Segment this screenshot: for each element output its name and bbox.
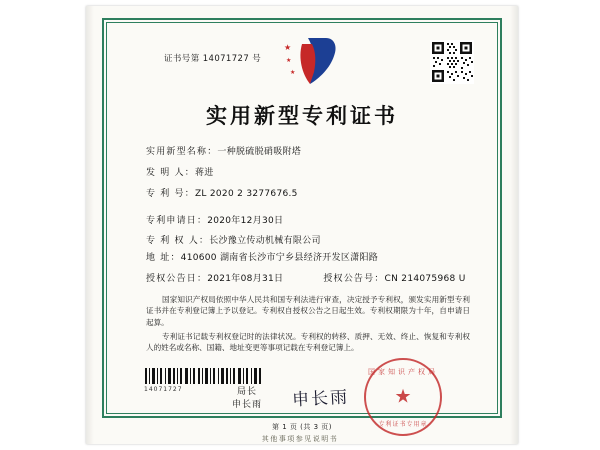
field-value: 蒋进 <box>194 168 214 178</box>
signature-title <box>232 386 262 412</box>
field-application-date <box>146 215 472 227</box>
handwritten-signature: 申长雨 <box>291 387 350 411</box>
certificate-number: 证书号第 14071727 号 <box>164 54 262 64</box>
seal-bottom-text: 专利证书专用章 <box>378 421 428 428</box>
field-utility-model-name <box>146 146 472 158</box>
field-value: 410600 湖南省长沙市宁乡县经济开发区潇阳路 <box>180 253 379 263</box>
field-label: 发 明 人： <box>146 168 195 178</box>
field-inventor <box>146 167 472 179</box>
cnipa-logo-icon <box>282 34 344 90</box>
field-value: 长沙豫立传动机械有限公司 <box>209 236 321 246</box>
signature-title-line-1: 局长 <box>237 387 258 397</box>
field-patent-number <box>146 188 472 200</box>
body-paragraph-1: 国家知识产权局依照中华人民共和国专利法进行审查，决定授予专利权，颁发实用新型专利证书并在专利登记簿上予以登记。专利权自授权公告之日起生效。专利权期限为十年，自申请日起算。 <box>146 295 470 327</box>
svg-text:★: ★ <box>286 57 292 64</box>
scan-edge-shadow-left <box>86 6 94 444</box>
qr-code-icon <box>430 40 474 84</box>
field-value: ZL 2020 2 3277676.5 <box>194 189 298 199</box>
page-title: 实用新型专利证书 <box>206 103 398 128</box>
field-address <box>146 252 472 264</box>
announcement-number-label: 授权公告号： <box>323 274 385 284</box>
grant-date-value: 2021年08月31日 <box>207 274 284 284</box>
field-label: 专 利 权 人： <box>146 236 210 246</box>
barcode-icon <box>144 368 264 384</box>
field-grant-announcement <box>146 273 472 285</box>
svg-text:★: ★ <box>290 69 296 76</box>
field-value: 2020年12月30日 <box>207 216 284 226</box>
field-label: 专 利 号： <box>146 189 195 199</box>
field-value: 一种脱硫脱硝吸附塔 <box>217 147 302 157</box>
scan-edge-shadow-right <box>510 6 518 444</box>
seal-star-icon: ★ <box>394 385 412 408</box>
grant-date-label: 授权公告日： <box>146 274 208 284</box>
announcement-number-value: CN 214075968 U <box>384 274 466 284</box>
page-number: 第 1 页 (共 3 页) <box>272 423 332 431</box>
svg-text:★: ★ <box>284 43 292 52</box>
field-label: 专利申请日： <box>146 216 208 226</box>
body-paragraph-2: 专利证书记载专利权登记时的法律状况。专利权的转移、质押、无效、终止、恢复和专利权人的姓名或名称、国籍、地址变更等事项记载在专利登记簿上。 <box>146 332 470 353</box>
field-label: 实用新型名称： <box>146 147 218 157</box>
seal-top-text: 国家知识产权局 <box>368 368 438 376</box>
certificate-sheet <box>86 6 518 444</box>
field-patentee <box>146 235 472 247</box>
barcode-number: 14071727 <box>144 386 183 393</box>
signature-title-line-2: 申长雨 <box>232 400 263 410</box>
bottom-watermark: 其他事项参见说明书 <box>261 435 339 443</box>
field-label: 地 址： <box>146 253 181 263</box>
